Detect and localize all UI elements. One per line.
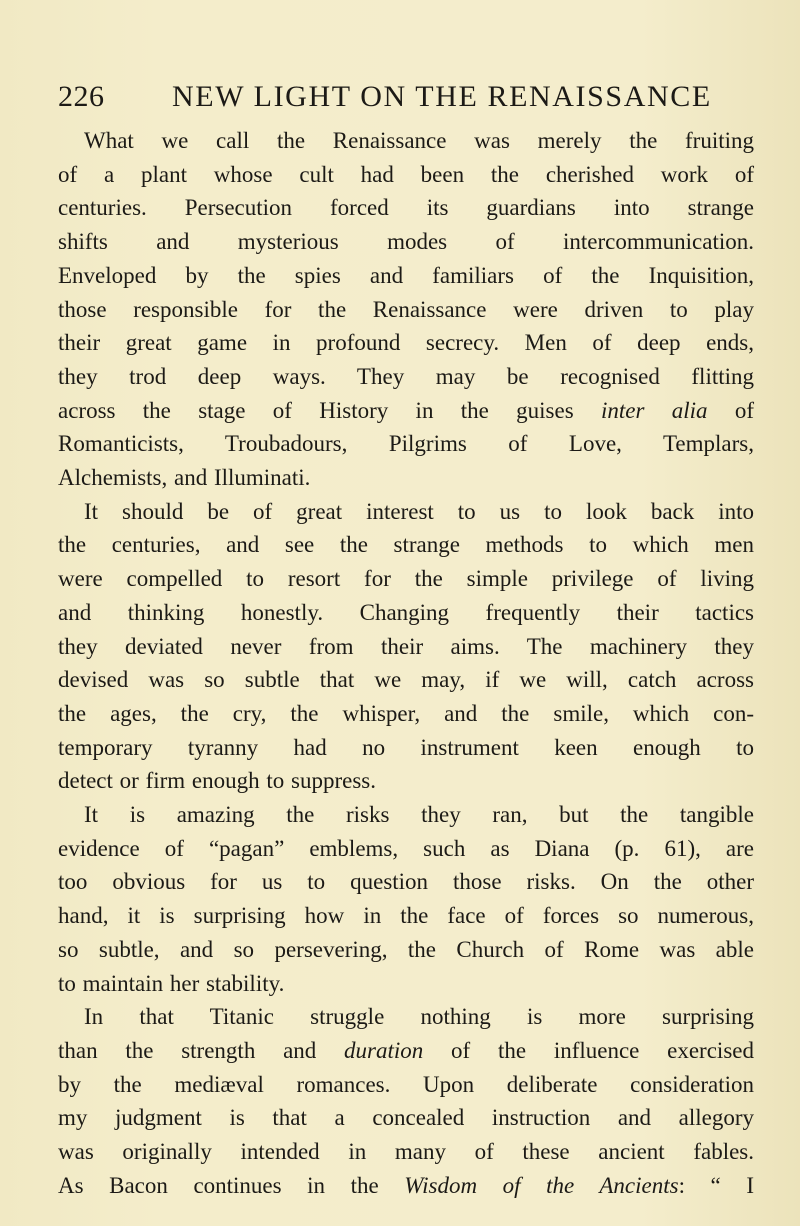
text-fragment: than the strength and <box>58 1037 345 1063</box>
page-header <box>58 80 748 124</box>
paragraph <box>58 1000 754 1202</box>
text-line: Romanticists, Troubadours, Pilgrims of Love, Templars, <box>58 431 754 457</box>
text-line: those responsible for the Renaissance were driven to play <box>58 296 754 322</box>
text-line: to maintain her stability. <box>58 970 285 996</box>
text-line: temporary tyranny had no instrument keen enough to <box>58 734 754 760</box>
paragraph <box>58 495 754 798</box>
text-line: they deviated never from their aims. The machinery they <box>58 633 754 659</box>
text-line: they trod deep ways. They may be recognised flitting <box>58 363 754 389</box>
text-line: hand, it is surprising how in the face of forces so numerous, <box>58 903 754 929</box>
text-line: centuries. Persecution forced its guardians into strange <box>58 195 754 221</box>
text-line: What we call the Renaissance was merely the fruiting <box>84 128 754 153</box>
text-line: It should be of great interest to us to look back into <box>84 498 754 524</box>
text-line: detect or firm enough to suppress. <box>58 768 376 794</box>
text-line: devised was so subtle that we may, if we will, catch across <box>58 667 754 693</box>
running-head: NEW LIGHT ON THE RENAISSANCE <box>172 80 712 113</box>
text-line: It is amazing the risks they ran, but the tangible <box>84 802 754 828</box>
text-line: evidence of “pagan” emblems, such as Diana (p. 61), are <box>58 835 754 861</box>
body-text <box>58 124 754 1203</box>
text-fragment: across the stage of History in the guises <box>58 397 601 423</box>
page-number: 226 <box>58 80 105 113</box>
text-fragment: : “ I <box>678 1172 754 1198</box>
text-line <box>58 394 754 428</box>
text-line: so subtle, and so persevering, the Church of Rome was able <box>58 936 754 962</box>
text-line: Alchemists, and Illuminati. <box>58 465 311 491</box>
book-title: Wisdom of the Ancients <box>404 1172 679 1198</box>
text-fragment: As Bacon continues in the <box>58 1172 405 1198</box>
text-line: too obvious for us to question those risks. On the other <box>58 869 754 895</box>
text-line: were compelled to resort for the simple privilege of living <box>58 566 754 592</box>
text-fragment: of <box>707 397 754 423</box>
text-fragment: of the influence exercised <box>423 1037 754 1063</box>
text-line: of a plant whose cult had been the cherished work of <box>58 161 754 187</box>
text-line: by the mediæval romances. Upon deliberate consideration <box>58 1071 754 1097</box>
text-line <box>58 1034 754 1068</box>
paragraph <box>58 124 754 495</box>
italic-phrase: inter alia <box>600 397 708 423</box>
text-line: and thinking honestly. Changing frequently their tactics <box>58 599 754 625</box>
paragraph <box>58 798 754 1000</box>
italic-phrase: duration <box>344 1037 424 1063</box>
text-line: shifts and mysterious modes of intercommunication. <box>58 229 754 255</box>
text-line: In that Titanic struggle nothing is more surprising <box>84 1004 754 1030</box>
text-line: Enveloped by the spies and familiars of the Inquisition, <box>58 262 754 288</box>
text-line: the centuries, and see the strange methods to which men <box>58 532 754 558</box>
text-line: was originally intended in many of these ancient fables. <box>58 1139 754 1165</box>
text-line: my judgment is that a concealed instruction and allegory <box>58 1105 754 1131</box>
text-line: their great game in profound secrecy. Men of deep ends, <box>58 330 754 356</box>
text-line <box>58 1169 754 1203</box>
text-line: the ages, the cry, the whisper, and the smile, which con- <box>58 700 754 726</box>
